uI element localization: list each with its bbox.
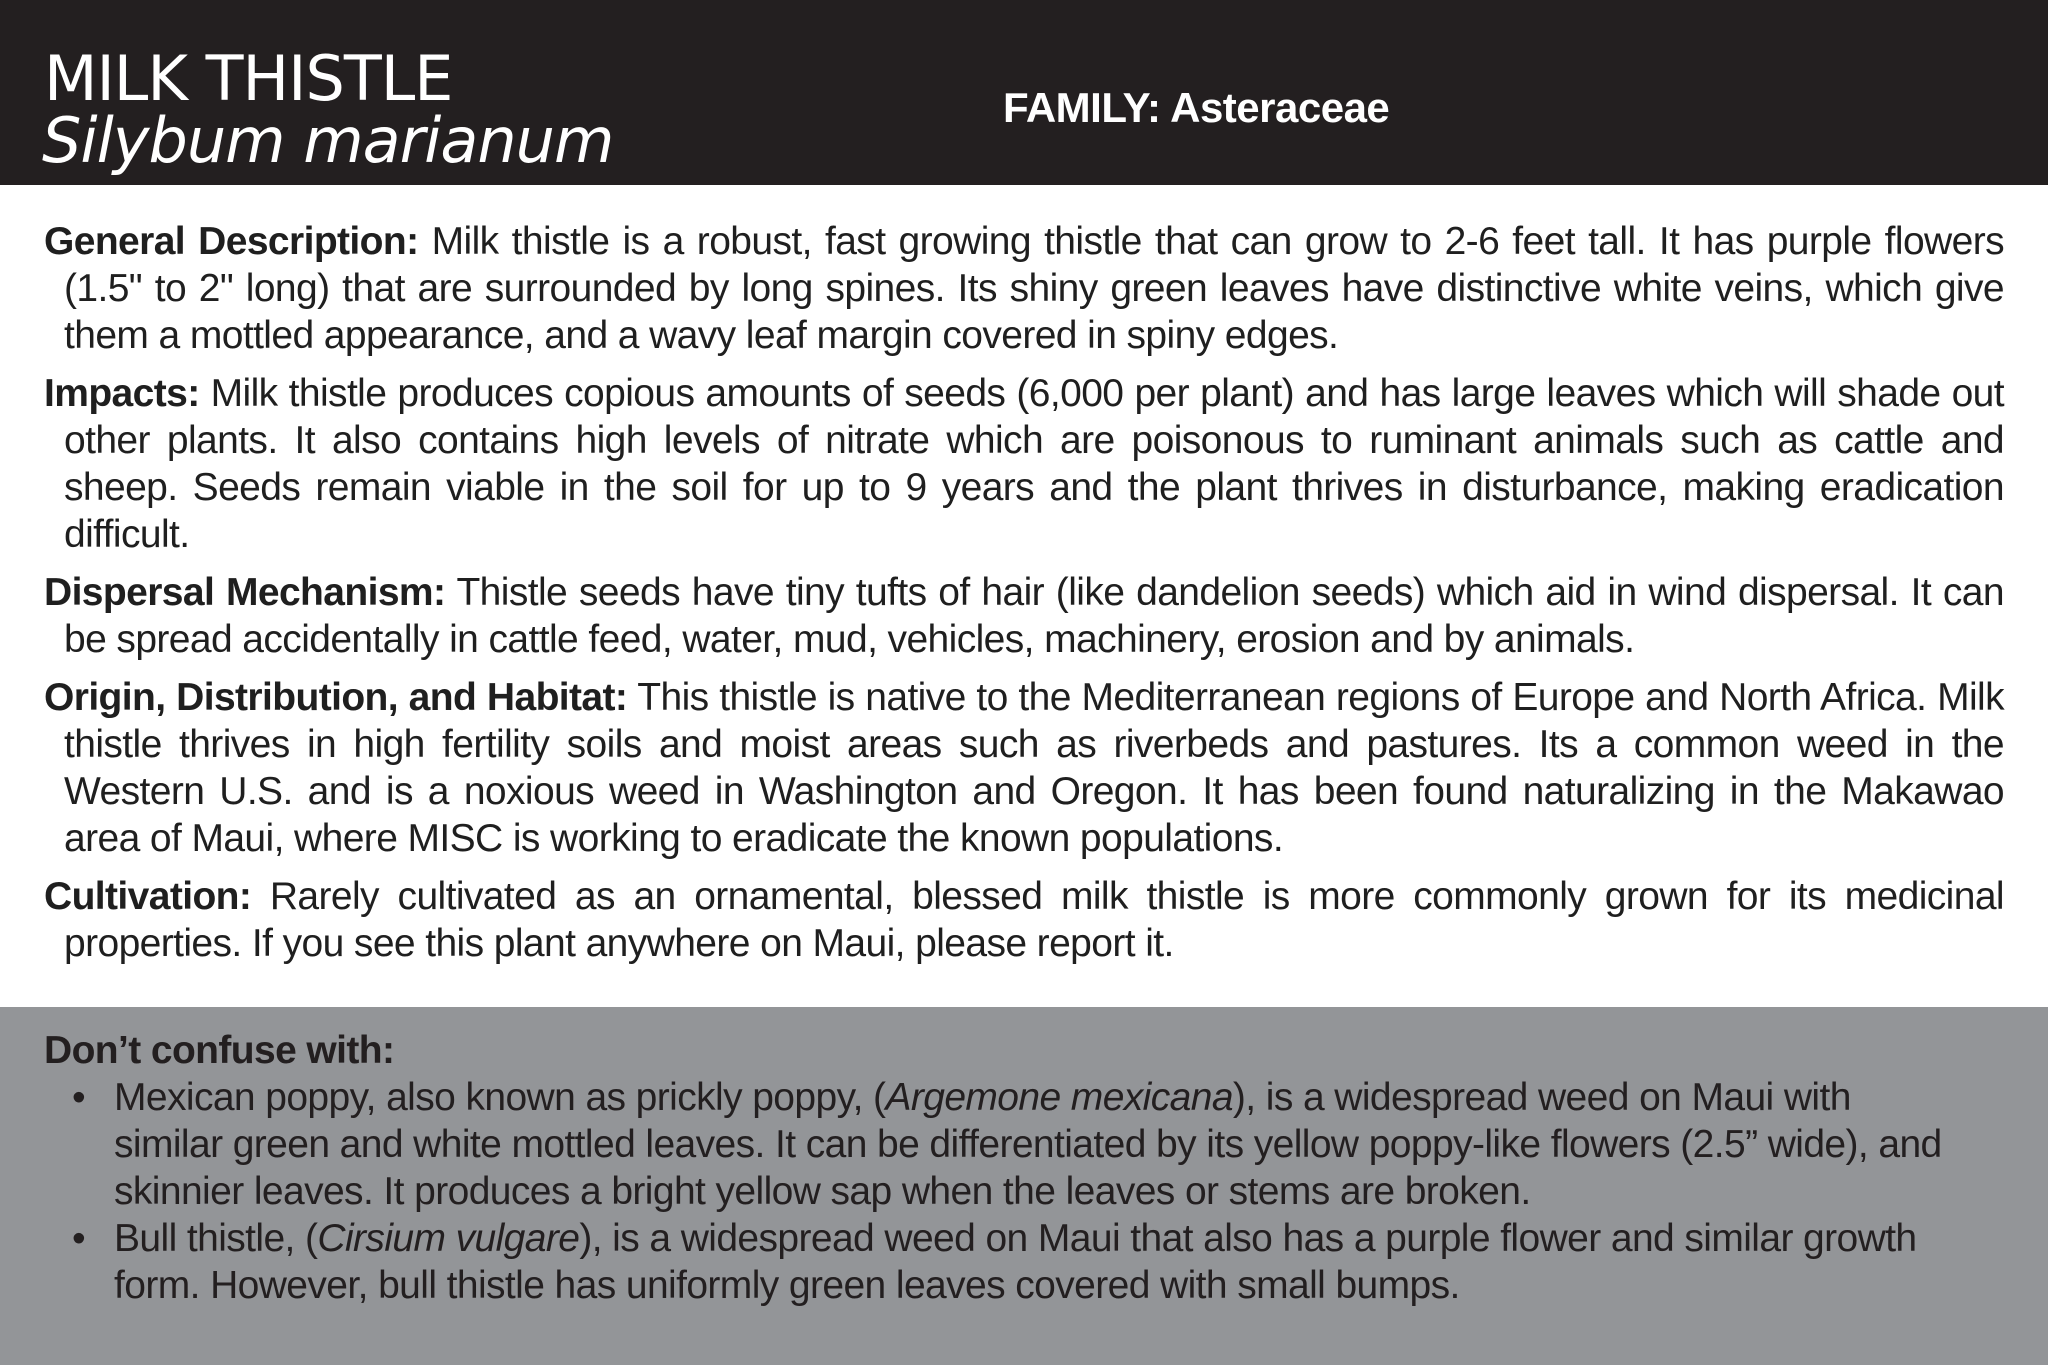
bullet-icon: • bbox=[72, 1217, 86, 1260]
section-cultivation bbox=[44, 873, 2004, 967]
section-text: This thistle is native to the Mediterranean regions of Europe and North Africa. Milk thistle thrives in high fertility soils and moist areas such as riverbeds and pastures. Its a common weed in the Western U.S. and is a noxious weed in Washington and Oregon. It has been found naturalizing in the Makawao area of Maui, where MISC is working to eradicate the known populations. bbox=[64, 676, 2004, 860]
section-label: Cultivation: bbox=[44, 875, 252, 918]
item-text-before: Mexican poppy, also known as prickly poppy, ( bbox=[114, 1076, 886, 1119]
dont-confuse-panel bbox=[0, 1007, 2048, 1365]
section-label: Dispersal Mechanism: bbox=[44, 571, 446, 614]
section-label: Origin, Distribution, and Habitat: bbox=[44, 676, 628, 719]
family-label: FAMILY: Asteraceae bbox=[1003, 84, 1390, 131]
dont-confuse-heading: Don’t confuse with: bbox=[44, 1029, 395, 1072]
item-text-before: Bull thistle, ( bbox=[114, 1217, 318, 1260]
section-text: Thistle seeds have tiny tufts of hair (like dandelion seeds) which aid in wind dispersal. It can be spread accidentally in cattle feed, water, mud, vehicles, machinery, erosion and by animals. bbox=[64, 571, 2004, 661]
section-text: Milk thistle is a robust, fast growing thistle that can grow to 2-6 feet tall. It has purple flowers (1.5" to 2" long) that are surrounded by long spines. Its shiny green leaves have distinctive white veins, which give them a mottled appearance, and a wavy leaf margin covered in spiny edges. bbox=[64, 220, 2004, 357]
section-label: General Description: bbox=[44, 220, 419, 263]
scientific-name: Silybum marianum bbox=[42, 104, 614, 177]
item-species-name: Cirsium vulgare bbox=[317, 1217, 580, 1260]
title-bar bbox=[0, 0, 2048, 185]
section-text: Milk thistle produces copious amounts of seeds (6,000 per plant) and has large leaves which will shade out other plants. It also contains high levels of nitrate which are poisonous to ruminant animals such as cattle and sheep. Seeds remain viable in the soil for up to 9 years and the plant thrives in disturbance, making eradication difficult. bbox=[64, 372, 2004, 556]
section-text: Rarely cultivated as an ornamental, blessed milk thistle is more commonly grown for its medicinal properties. If you see this plant anywhere on Maui, please report it. bbox=[64, 875, 2004, 965]
bullet-icon: • bbox=[72, 1076, 86, 1119]
section-dispersal-mechanism bbox=[44, 569, 2004, 663]
list-item-mexican-poppy bbox=[0, 1074, 1944, 1215]
item-species-name: Argemone mexicana bbox=[885, 1076, 1233, 1119]
list-item-bull-thistle bbox=[0, 1215, 1944, 1309]
section-impacts bbox=[44, 370, 2004, 558]
item-text-after: ), is a widespread weed on Maui that also has a purple flower and similar growth form. However, bull thistle has uniformly green leaves covered with small bumps. bbox=[114, 1217, 1917, 1307]
lookalike-list bbox=[0, 1074, 2048, 1309]
item-text-after: ), is a widespread weed on Maui with similar green and white mottled leaves. It can be differentiated by its yellow poppy-like flowers (2.5” wide), and skinnier leaves. It produces a bright yellow sap when the leaves or stems are broken. bbox=[114, 1076, 1942, 1213]
section-general-description bbox=[44, 218, 2004, 359]
common-name: MILK THISTLE bbox=[44, 42, 453, 115]
description-body bbox=[44, 218, 2004, 978]
section-origin-distribution-habitat bbox=[44, 674, 2004, 862]
section-label: Impacts: bbox=[44, 372, 200, 415]
